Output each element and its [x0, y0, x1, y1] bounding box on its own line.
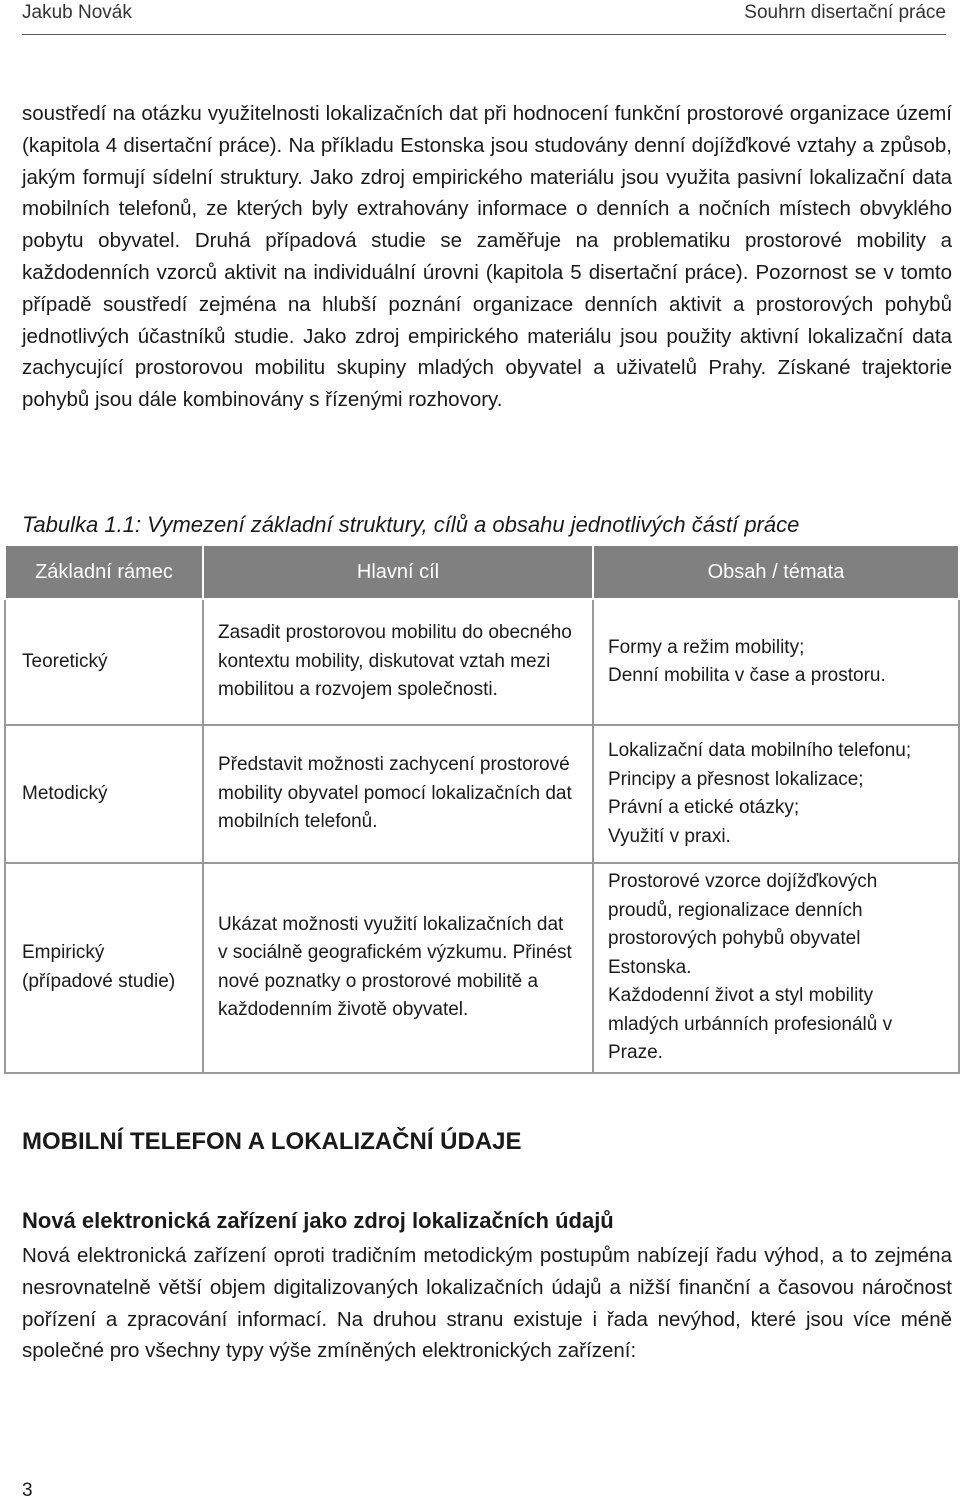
cell-content: Lokalizační data mobilního telefonu; Principy a přesnost lokalizace; Právní a etické otázky; Využití v praxi.: [593, 725, 959, 863]
table-row: [5, 725, 959, 863]
structure-table: [4, 544, 960, 1074]
table-header-row: [5, 545, 959, 599]
subsection-heading: Nová elektronická zařízení jako zdroj lokalizačních údajů: [22, 1208, 614, 1233]
column-header-frame: Základní rámec: [5, 545, 203, 599]
cell-goal: Ukázat možnosti využití lokalizačních dat v sociálně geografickém výzkumu. Přinést nové poznatky o prostorové mobilitě a každodenním životě obyvatel.: [203, 863, 593, 1073]
cell-content: Formy a režim mobility; Denní mobilita v čase a prostoru.: [593, 599, 959, 725]
header-title: Souhrn disertační práce: [744, 2, 946, 23]
cell-frame: Empirický (případové studie): [5, 863, 203, 1073]
cell-frame: Teoretický: [5, 599, 203, 725]
cell-frame: Metodický: [5, 725, 203, 863]
running-header: [22, 0, 946, 35]
header-author: Jakub Novák: [22, 2, 132, 23]
body-paragraph: Nová elektronická zařízení oproti tradičním metodickým postupům nabízejí řadu výhod, a to zejména nesrovnatelně větší objem digitalizovaných lokalizačních údajů a nižší finanční a časovou náročnost pořízení a zpracování informací. Na druhou stranu existuje i řada nevýhod, které jsou více méně společné pro všechny typy výše zmíněných elektronických zařízení:: [22, 1244, 952, 1363]
cell-goal: Představit možnosti zachycení prostorové mobility obyvatel pomocí lokalizačních dat mobilních telefonů.: [203, 725, 593, 863]
table-caption: Tabulka 1.1: Vymezení základní struktury, cílů a obsahu jednotlivých částí práce: [22, 512, 800, 537]
page-number: 3: [22, 1480, 33, 1501]
table-row: [5, 599, 959, 725]
cell-content: Prostorové vzorce dojížďkových proudů, regionalizace denních prostorových pohybů obyvatel Estonska. Každodenní život a styl mobility mladých urbánních profesionálů v Praze.: [593, 863, 959, 1073]
table-row: [5, 863, 959, 1073]
column-header-goal: Hlavní cíl: [203, 545, 593, 599]
column-header-content: Obsah / témata: [593, 545, 959, 599]
section-heading: MOBILNÍ TELEFON A LOKALIZAČNÍ ÚDAJE: [22, 1128, 522, 1155]
intro-paragraph: soustředí na otázku využitelnosti lokalizačních dat při hodnocení funkční prostorové organizace území (kapitola 4 disertační práce). Na příkladu Estonska jsou studovány denní dojížďkové vztahy a způsob, jakým formují sídelní struktury. Jako zdroj empirického materiálu jsou využita pasivní lokalizační data mobilních telefonů, ze kterých byly extrahovány informace o denních a nočních místech obvyklého pobytu obyvatel. Druhá případová studie se zaměřuje na problematiku prostorové mobility a každodenních vzorců aktivit na individuální úrovni (kapitola 5 disertační práce). Pozornost se v tomto případě soustředí zejména na hlubší poznání organizace denních aktivit a prostorových pohybů jednotlivých účastníků studie. Jako zdroj empirického materiálu jsou použity aktivní lokalizační data zachycující prostorovou mobilitu skupiny mladých obyvatel a uživatelů Prahy. Získané trajektorie pohybů jsou dále kombinovány s řízenými rozhovory.: [22, 102, 952, 412]
cell-goal: Zasadit prostorovou mobilitu do obecného kontextu mobility, diskutovat vztah mezi mobilitou a rozvojem společnosti.: [203, 599, 593, 725]
